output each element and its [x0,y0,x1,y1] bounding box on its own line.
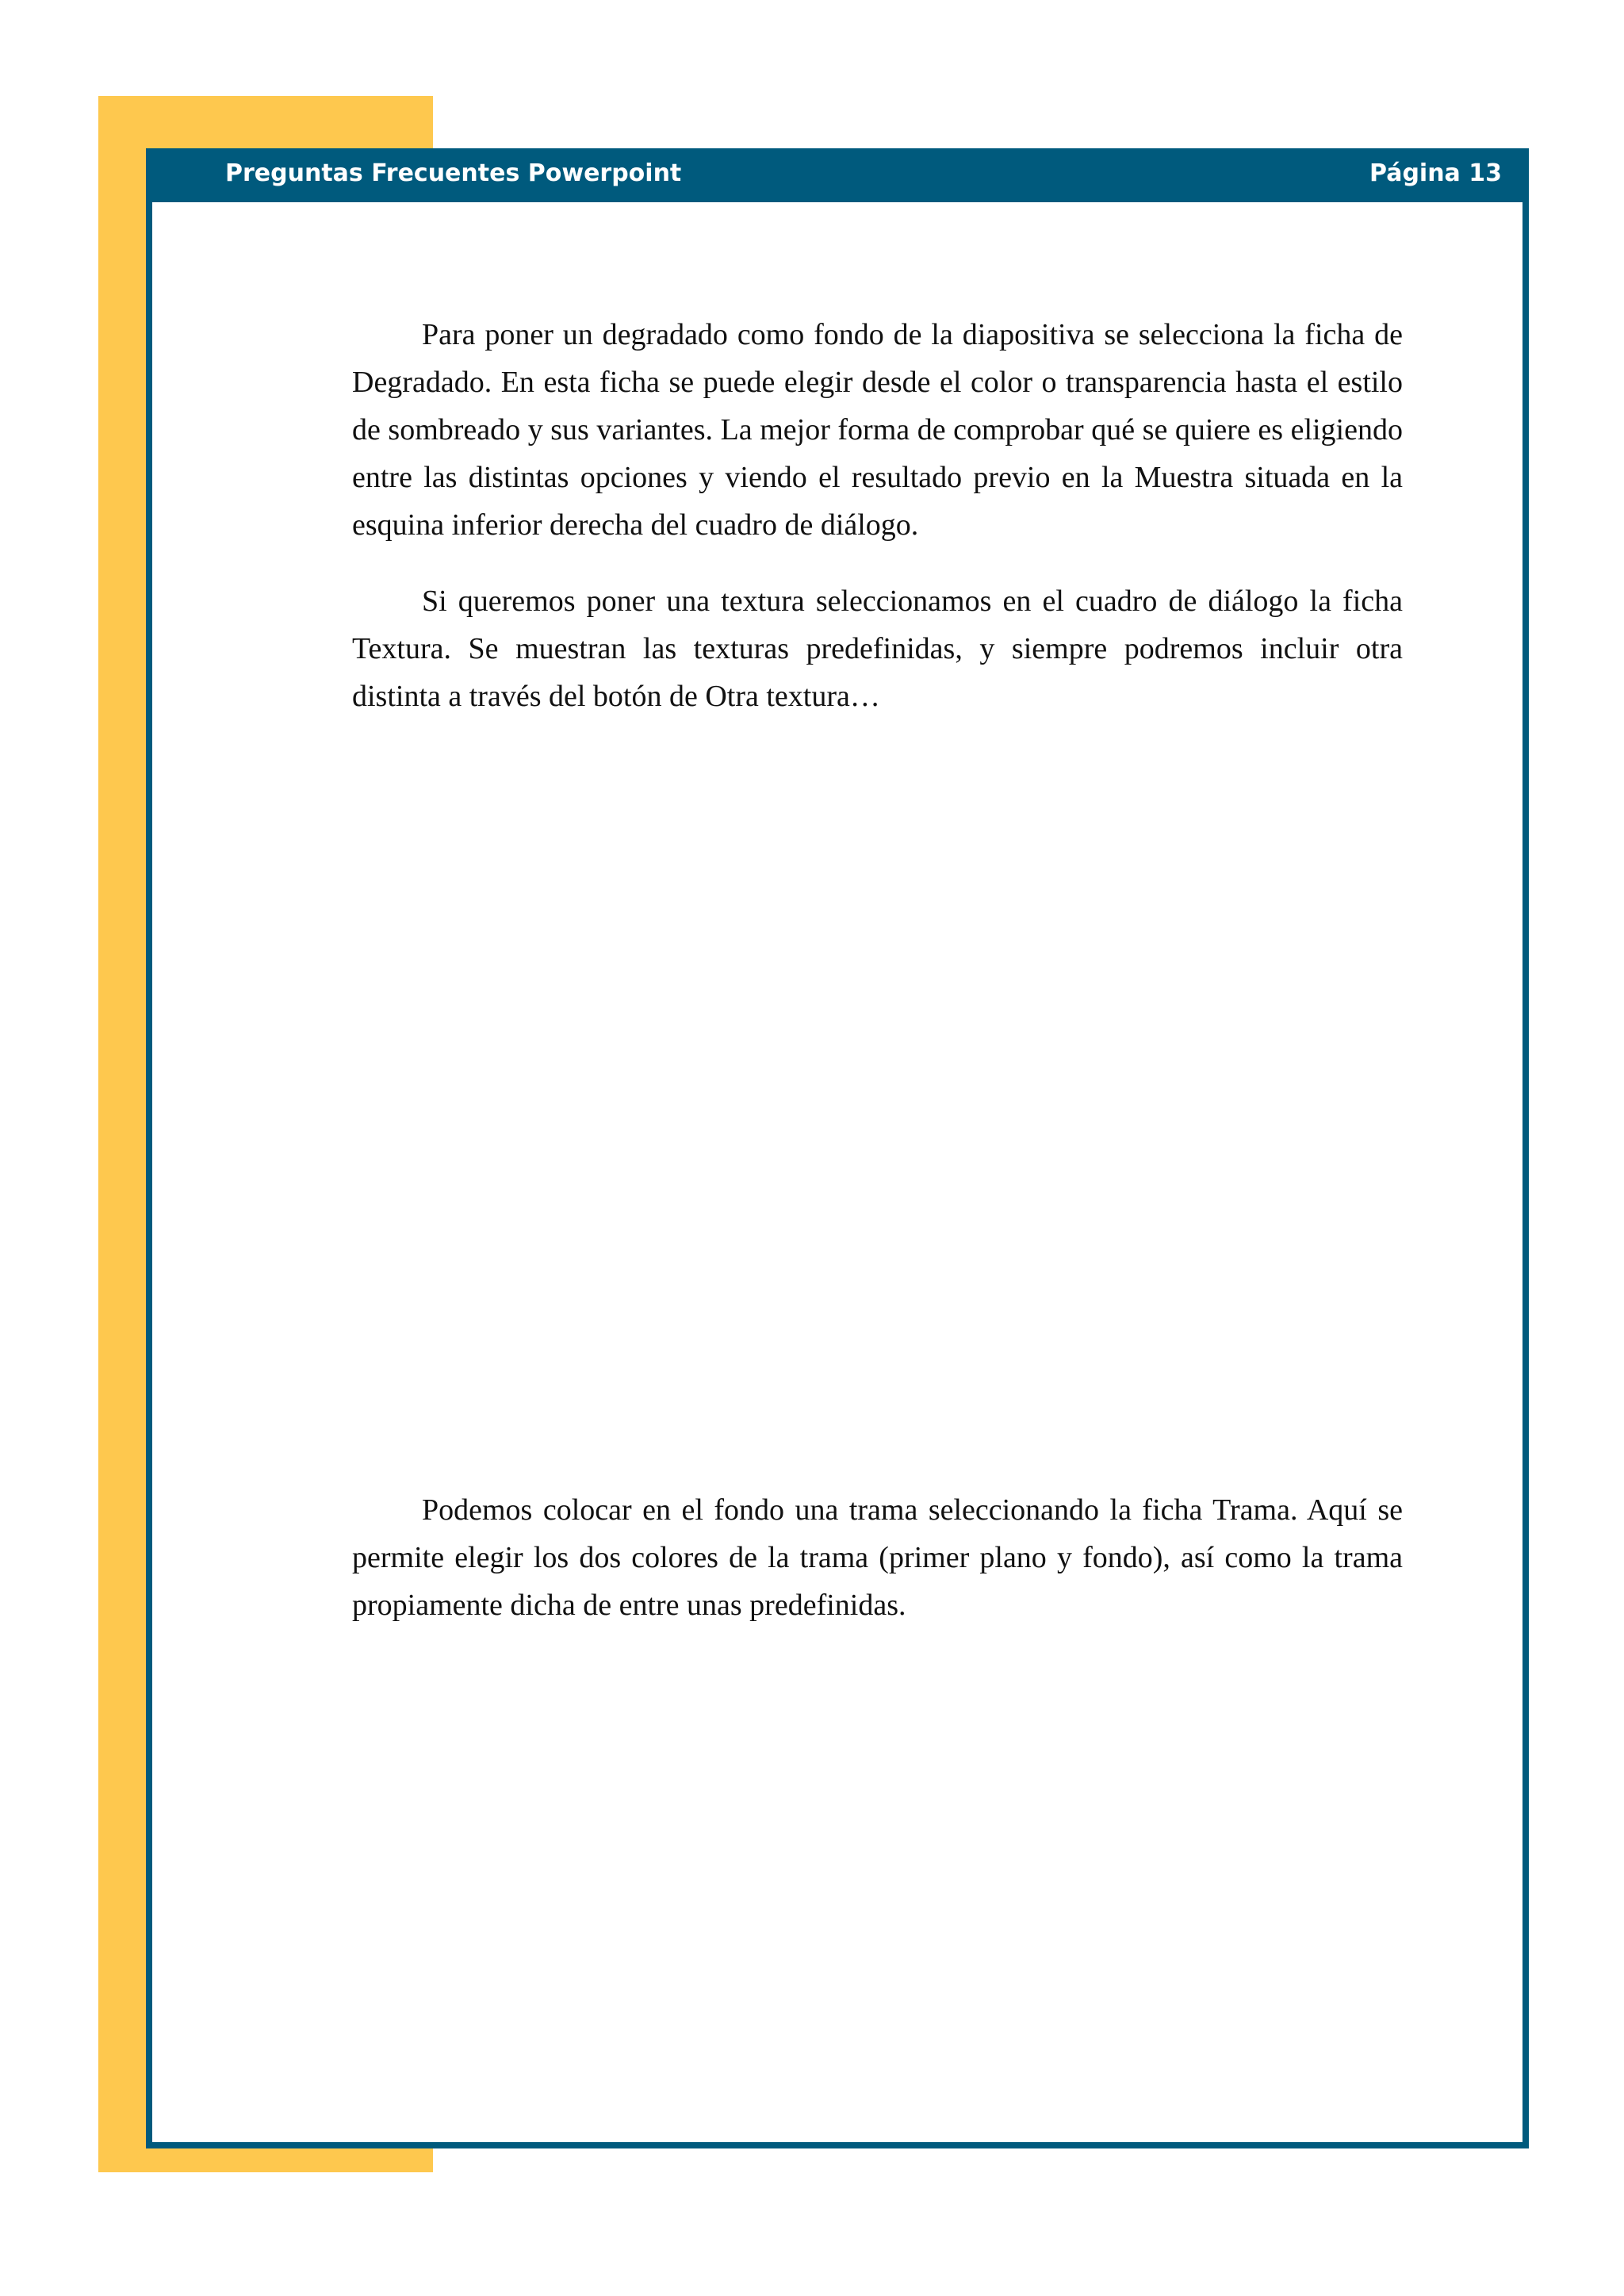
document-title: Preguntas Frecuentes Powerpoint [225,159,682,187]
page-header [146,148,1529,202]
body-text-upper [352,311,1403,749]
paragraph-degradado: Para poner un degradado como fondo de la diapositiva se selecciona la ficha de Degradado. En esta ficha se puede elegir desde el color o transparencia hasta el estilo de sombreado y sus variantes. La mejor forma de comprobar qué se quiere es eligiendo entre las distintas opciones y viendo el resultado previo en la Muestra situada en la esquina inferior derecha del cuadro de diálogo. [352,318,1403,542]
paragraph-textura: Si queremos poner una textura seleccionamos en el cuadro de diálogo la ficha Textura. Se muestran las texturas predefinidas, y siempre podremos incluir otra distinta a través del botón de Otra textura… [352,585,1403,713]
page-number: Página 13 [1369,159,1502,187]
paragraph-trama: Podemos colocar en el fondo una trama seleccionando la ficha Trama. Aquí se permite elegir los dos colores de la trama (primer plano y fondo), así como la trama propiamente dicha de entre unas predefinidas. [352,1493,1403,1622]
body-text-lower [352,1486,1403,1658]
